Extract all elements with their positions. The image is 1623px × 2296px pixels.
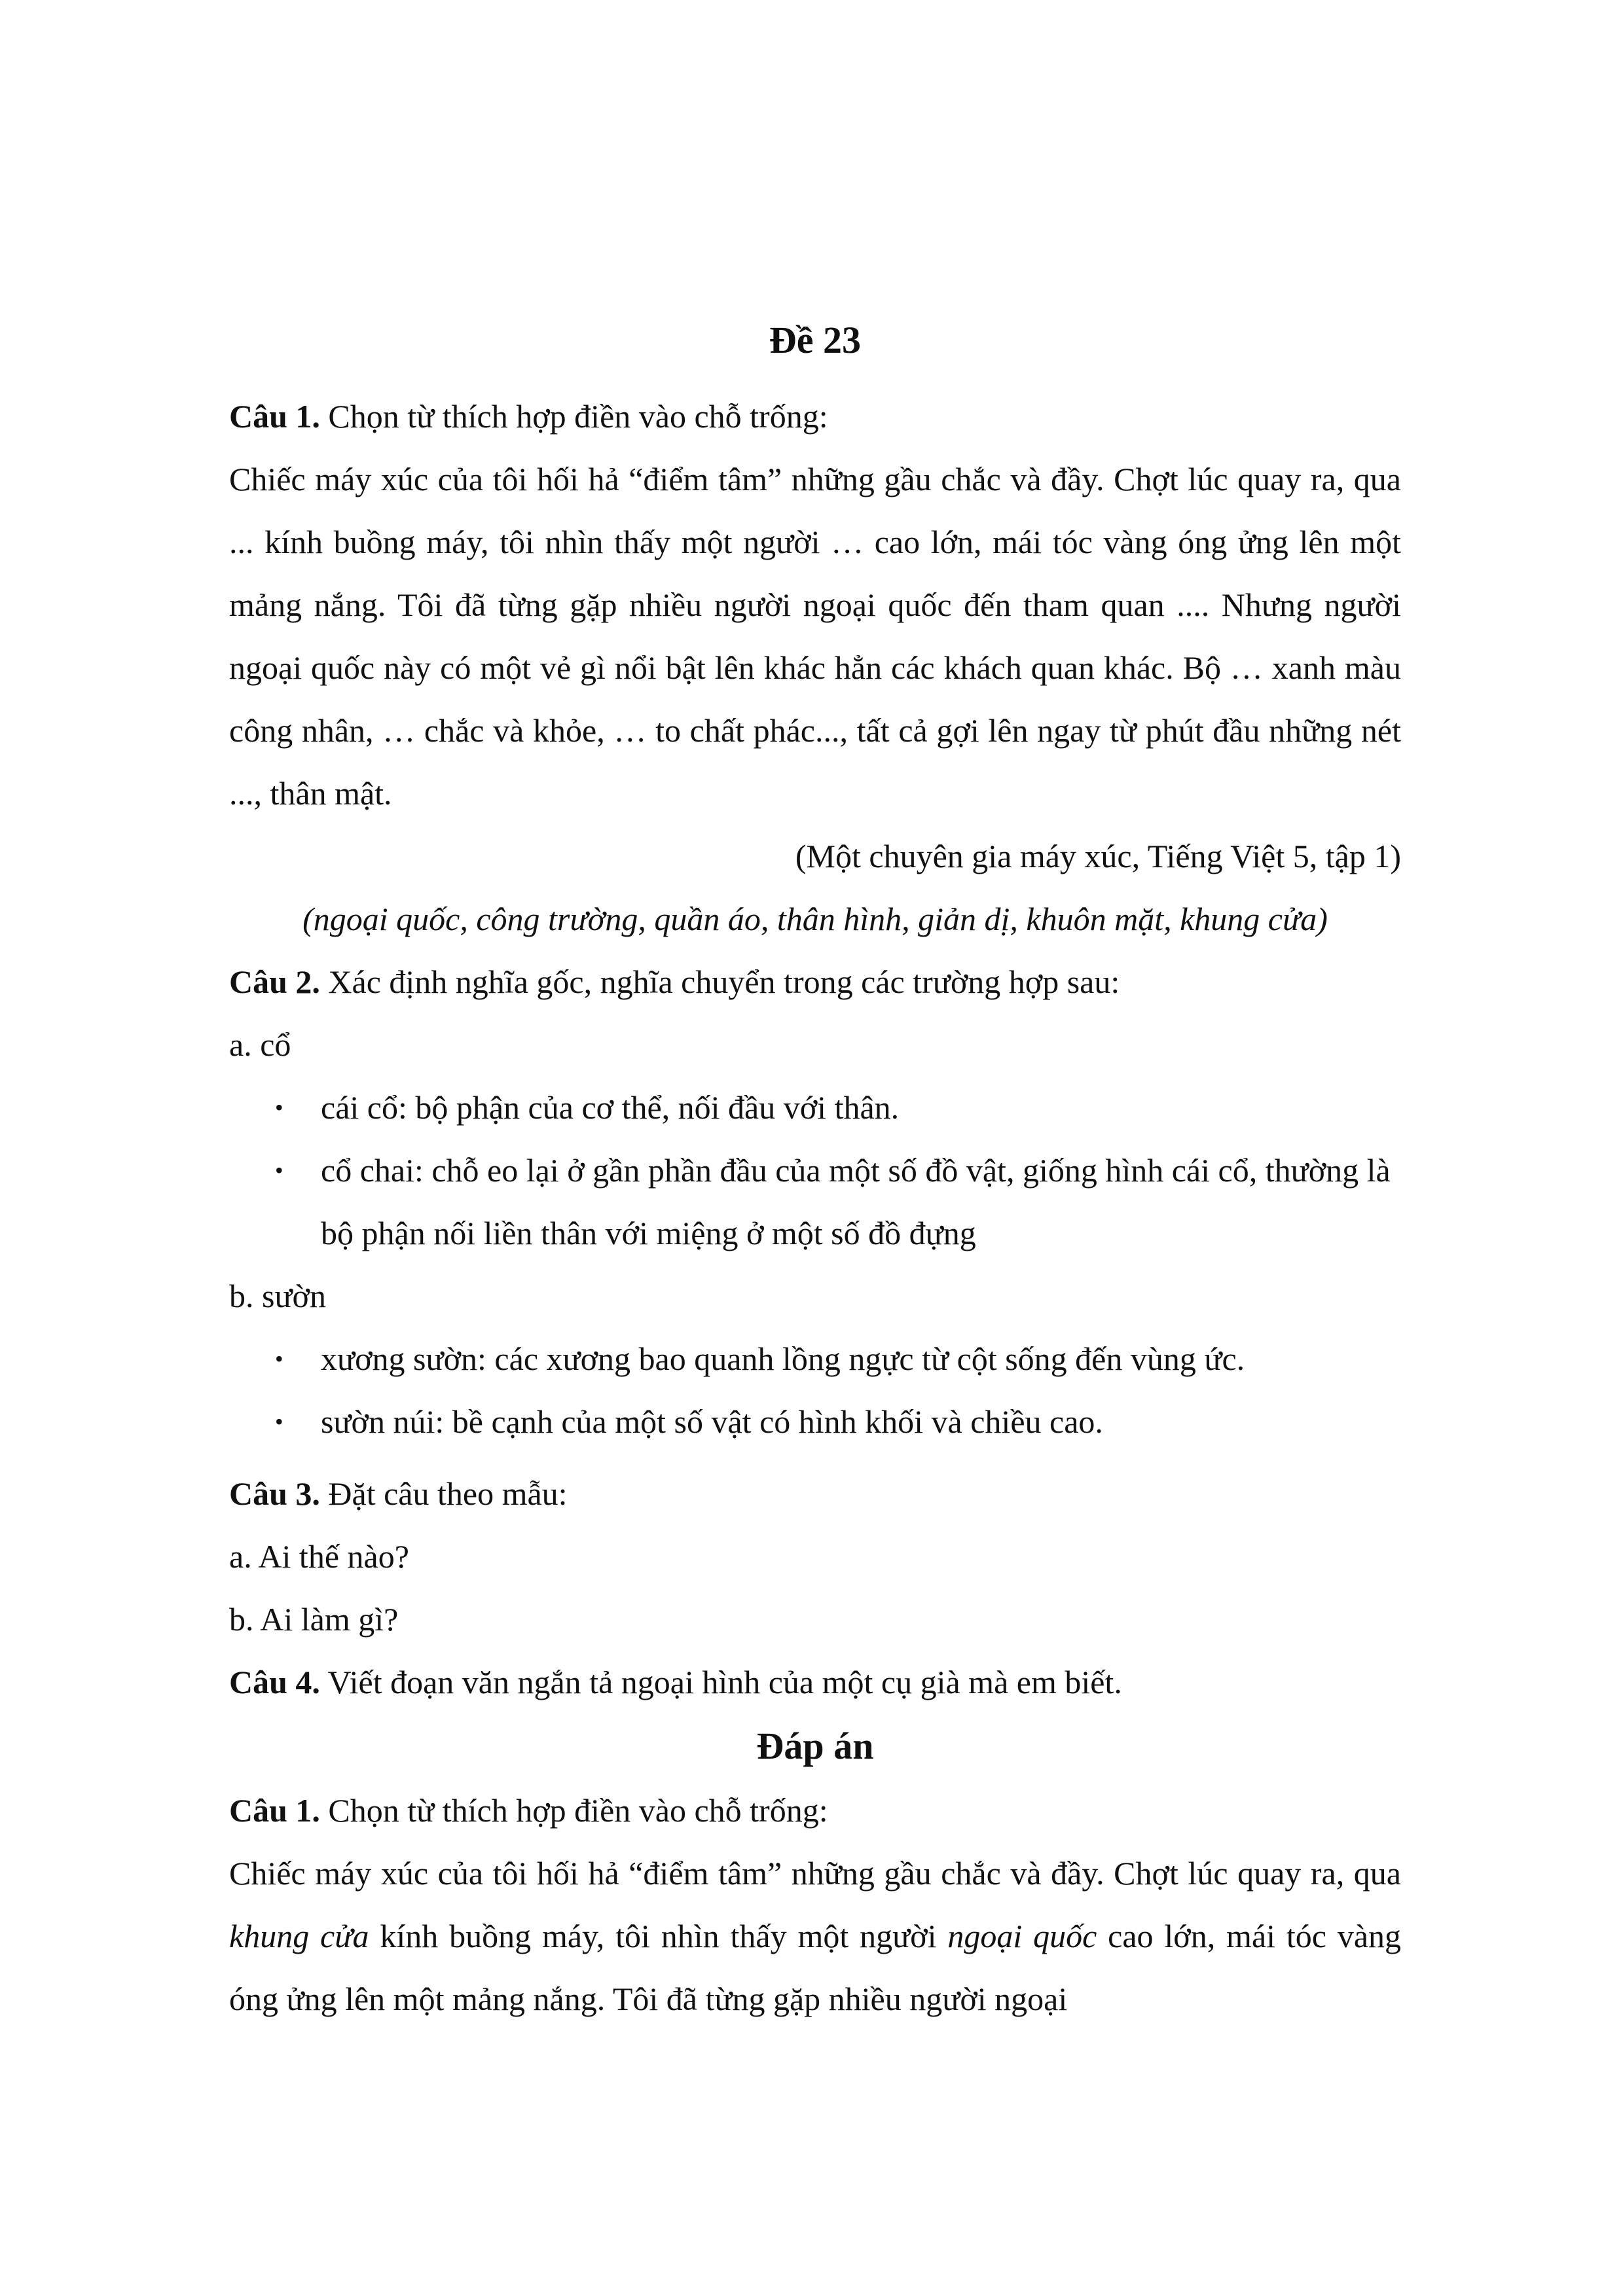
list-item-text: xương sườn: các xương bao quanh lồng ngực từ cột sống đến vùng ức.: [321, 1340, 1245, 1377]
document-page: [229, 308, 1401, 2030]
answer-fill-word: khung cửa: [229, 1918, 369, 1954]
q1-heading: [229, 385, 1401, 448]
q2-a-list: [229, 1076, 1401, 1265]
q2-prompt: Xác định nghĩa gốc, nghĩa chuyển trong các trường hợp sau:: [319, 963, 1120, 1000]
answer-fill-word: ngoại quốc: [947, 1918, 1097, 1954]
list-item-text: sườn núi: bề cạnh của một số vật có hình khối và chiều cao.: [321, 1403, 1103, 1440]
q2-label: Câu 2.: [229, 963, 320, 1000]
q2-b-list: [229, 1327, 1401, 1453]
q4-label: Câu 4.: [229, 1664, 320, 1700]
answer-q1-label: Câu 1.: [229, 1792, 320, 1829]
q2-b-label: b. sườn: [229, 1278, 326, 1314]
answer-q1-passage: [229, 1842, 1401, 2030]
list-item: [275, 1327, 1401, 1390]
q1-passage: Chiếc máy xúc của tôi hối hả “điểm tâm” những gầu chắc và đầy. Chợt lúc quay ra, qua ... kính buồng máy, tôi nhìn thấy một người … cao lớn, mái tóc vàng óng ửng lên một mảng nắng. Tôi đã từng gặp nhiều người ngoại quốc đến tham quan .... Nhưng người ngoại quốc này có một vẻ gì nổi bật lên khác hẳn các khách quan khác. Bộ … xanh màu công nhân, … chắc và khỏe, … to chất phác..., tất cả gợi lên ngay từ phút đầu những nét ..., thân mật.: [229, 461, 1401, 812]
answer-text: Chiếc máy xúc của tôi hối hả “điểm tâm” những gầu chắc và đầy. Chợt lúc quay ra, qua: [229, 1855, 1401, 1892]
q2-a-label: a. cổ: [229, 1026, 291, 1063]
answer-q1-heading: [229, 1779, 1401, 1842]
list-item: [275, 1139, 1401, 1265]
q3-prompt: Đặt câu theo mẫu:: [319, 1475, 568, 1512]
q4-prompt: Viết đoạn văn ngắn tả ngoại hình của một cụ già mà em biết.: [319, 1664, 1122, 1700]
answer-text: cao lớn, mái tóc vàng óng ửng lên một mảng nắng. Tôi đã từng gặp nhiều người ngoại: [229, 1918, 1402, 2017]
q3-b: b. Ai làm gì?: [229, 1601, 399, 1638]
q1-source: (Một chuyên gia máy xúc, Tiếng Việt 5, tập 1): [795, 838, 1401, 874]
q3-label: Câu 3.: [229, 1475, 320, 1512]
bullet-icon: •: [275, 1094, 283, 1121]
bullet-icon: •: [275, 1408, 283, 1435]
q1-prompt: Chọn từ thích hợp điền vào chỗ trống:: [319, 398, 828, 435]
q3-heading: [229, 1462, 1401, 1525]
list-item: [275, 1076, 1401, 1139]
bullet-icon: •: [275, 1346, 283, 1372]
q4-heading: [229, 1651, 1401, 1713]
q1-word-bank: (ngoại quốc, công trường, quần áo, thân hình, giản dị, khuôn mặt, khung cửa): [302, 901, 1328, 937]
q1-label: Câu 1.: [229, 398, 320, 435]
page-title: Đề 23: [769, 319, 862, 361]
q3-a: a. Ai thế nào?: [229, 1538, 409, 1575]
answer-text: kính buồng máy, tôi nhìn thấy một người: [369, 1918, 948, 1954]
answers-title: Đáp án: [756, 1725, 874, 1767]
answer-q1-prompt: Chọn từ thích hợp điền vào chỗ trống:: [319, 1792, 828, 1829]
bullet-icon: •: [275, 1157, 283, 1183]
list-item-text: cái cổ: bộ phận của cơ thể, nối đầu với thân.: [321, 1089, 900, 1126]
list-item-text: cổ chai: chỗ eo lại ở gần phần đầu của một số đồ vật, giống hình cái cổ, thường là bộ phận nối liền thân với miệng ở một số đồ đựng: [321, 1152, 1391, 1251]
list-item: [275, 1390, 1401, 1453]
q2-heading: [229, 950, 1401, 1013]
